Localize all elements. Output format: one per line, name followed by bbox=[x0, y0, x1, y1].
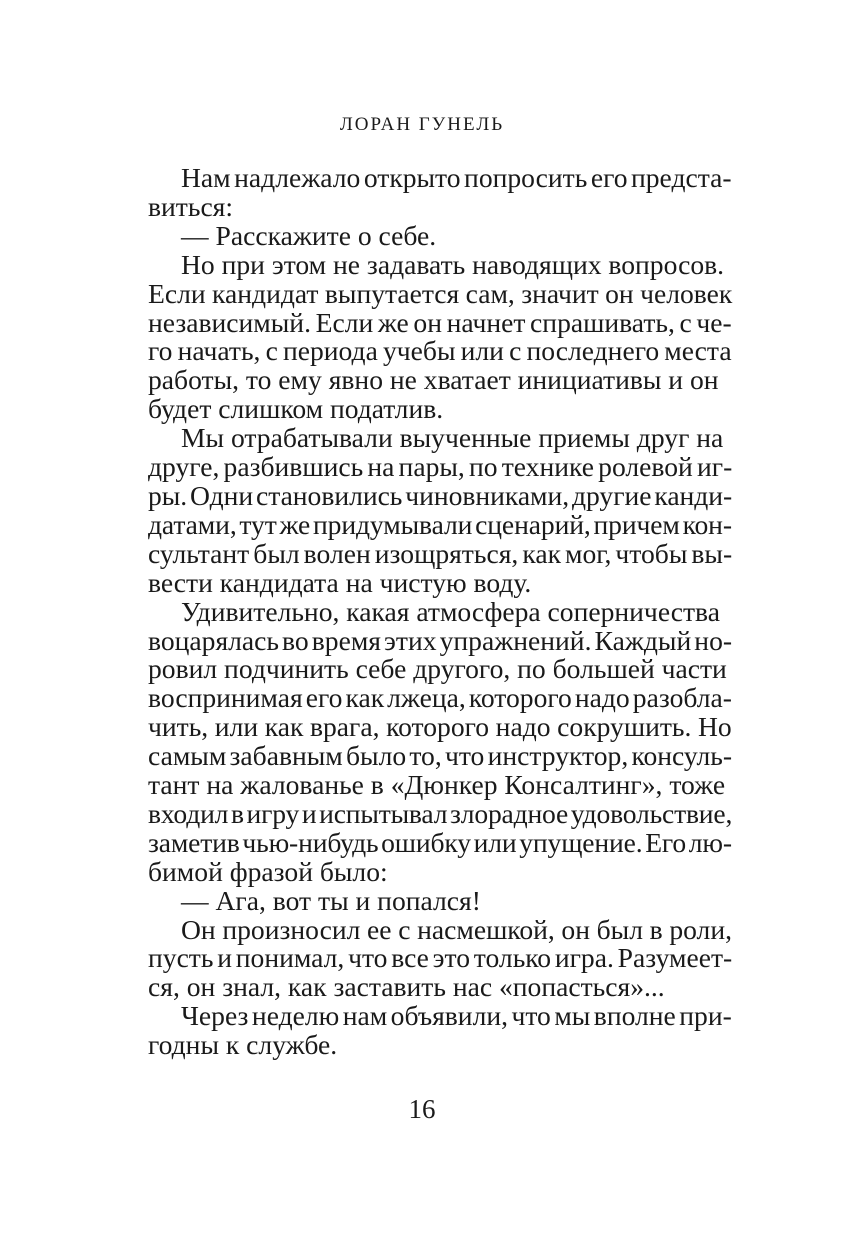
text-line: бимой фразой было: bbox=[148, 855, 388, 887]
page-number: 16 bbox=[408, 1094, 436, 1124]
text-line: — Ага, вот ты и попался! bbox=[181, 884, 481, 916]
text-line: ры. Одни становились чиновниками, другие канди- bbox=[148, 479, 733, 511]
text-line: виться: bbox=[148, 190, 234, 222]
text-line: входил в игру и испытывал злорадное удовольствие, bbox=[148, 797, 733, 829]
text-line: Мы отрабатывали выученные приемы друг на bbox=[181, 422, 724, 454]
text-line: заметив чью-нибудь ошибку или упущение. Его лю- bbox=[148, 826, 732, 858]
text-line: вести кандидата на чистую воду. bbox=[148, 566, 532, 598]
text-line: Через неделю нам объявили, что мы вполне при- bbox=[181, 1000, 732, 1032]
text-line: датами, тут же придумывали сценарий, причем кон- bbox=[148, 508, 732, 540]
text-line: Если кандидат выпутается сам, значит он человек bbox=[148, 277, 733, 309]
text-line: Но при этом не задавать наводящих вопросов. bbox=[181, 248, 725, 280]
running-head: ЛОРАН ГУНЕЛЬ bbox=[339, 114, 505, 135]
text-line: — Расскажите о себе. bbox=[181, 219, 437, 251]
text-line: ровил подчинить себе другого, по большей части bbox=[148, 653, 727, 685]
text-line: Нам надлежало открыто попросить его предста- bbox=[181, 162, 732, 193]
text-line: воцарялась во время этих упражнений. Каждый но- bbox=[148, 624, 733, 656]
text-line: ся, он знал, как заставить нас «попасться»... bbox=[148, 971, 665, 1003]
text-line: пусть и понимал, что все это только игра. Разумеет- bbox=[148, 942, 733, 974]
text-line: независимый. Если же он начнет спрашивать, с че- bbox=[148, 306, 732, 338]
text-line: го начать, с периода учебы или с последнего места bbox=[148, 335, 732, 367]
text-line: годны к службе. bbox=[148, 1029, 338, 1061]
text-line: тант на жалованье в «Дюнкер Консалтинг», тоже bbox=[148, 769, 726, 801]
text-line: друге, разбившись на пары, по технике ролевой иг- bbox=[148, 451, 733, 483]
body-text bbox=[148, 164, 732, 1060]
text-line: работы, то ему явно не хватает инициативы и он bbox=[148, 364, 719, 396]
text-line: самым забавным было то, что инструктор, консуль- bbox=[148, 740, 733, 772]
text-line: сультант был волен изощряться, как мог, чтобы вы- bbox=[148, 537, 733, 569]
text-line: Удивительно, какая атмосфера соперничества bbox=[181, 595, 720, 627]
text-line: чить, или как врага, которого надо сокрушить. Но bbox=[148, 711, 732, 743]
text-line: будет слишком податлив. bbox=[148, 393, 444, 425]
text-line: Он произносил ее с насмешкой, он был в роли, bbox=[181, 913, 732, 945]
text-line: воспринимая его как лжеца, которого надо разобла- bbox=[148, 682, 732, 714]
